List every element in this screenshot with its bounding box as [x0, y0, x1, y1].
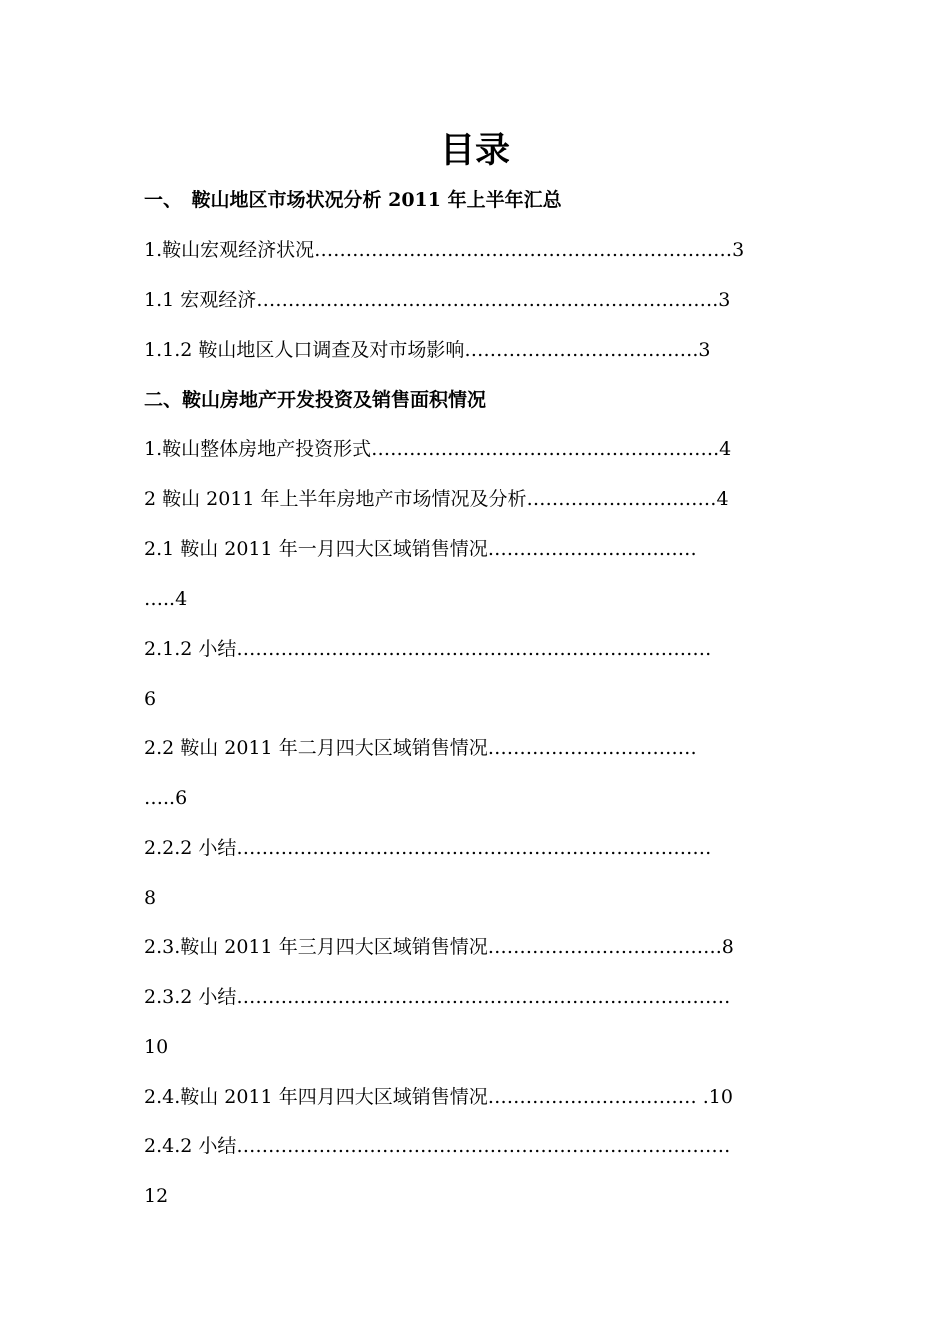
toc-entry[interactable]: 2.4.2 小结……………………………………………………………………: [144, 1135, 731, 1157]
toc-entry[interactable]: 1.1.2 鞍山地区人口调查及对市场影响……………………………….3: [144, 339, 711, 361]
toc-entry[interactable]: 2.2.2 小结…………………………………………………………………: [144, 837, 712, 859]
toc-entry[interactable]: 2.1 鞍山 2011 年一月四大区域销售情况……………………………: [144, 538, 697, 560]
toc-entry[interactable]: 2.2 鞍山 2011 年二月四大区域销售情况……………………………: [144, 737, 697, 759]
toc-heading-2: 二、鞍山房地产开发投资及销售面积情况: [144, 389, 487, 411]
toc-entry[interactable]: 2.4.鞍山 2011 年四月四大区域销售情况…………………………… .10: [144, 1086, 733, 1108]
toc-entry-continuation[interactable]: …..4: [144, 588, 188, 610]
toc-entry[interactable]: 1.鞍山整体房地产投资形式……………………………………………….4: [144, 438, 732, 460]
toc-entry[interactable]: 2.3.鞍山 2011 年三月四大区域销售情况……………………………….8: [144, 936, 734, 958]
toc-entry-continuation[interactable]: 6: [144, 688, 157, 710]
toc-entry[interactable]: 2.1.2 小结…………………………………………………………………: [144, 638, 712, 660]
toc-entry[interactable]: 1.1 宏观经济……………………………………………………………….3: [144, 289, 731, 311]
toc-entry[interactable]: 2.3.2 小结……………………………………………………………………: [144, 986, 731, 1008]
toc-entry-continuation[interactable]: 10: [144, 1036, 169, 1058]
toc-entry-continuation[interactable]: 12: [144, 1185, 169, 1207]
page-title: 目录: [439, 131, 510, 171]
toc-heading-1: 一、 鞍山地区市场状况分析 2011 年上半年汇总: [144, 189, 562, 211]
toc-entry-continuation[interactable]: 8: [144, 887, 157, 909]
toc-entry[interactable]: 1.鞍山宏观经济状况…………………………………………………………3: [144, 239, 745, 261]
toc-entry[interactable]: 2 鞍山 2011 年上半年房地产市场情况及分析…………………………4: [144, 488, 729, 510]
toc-entry-continuation[interactable]: …..6: [144, 787, 188, 809]
